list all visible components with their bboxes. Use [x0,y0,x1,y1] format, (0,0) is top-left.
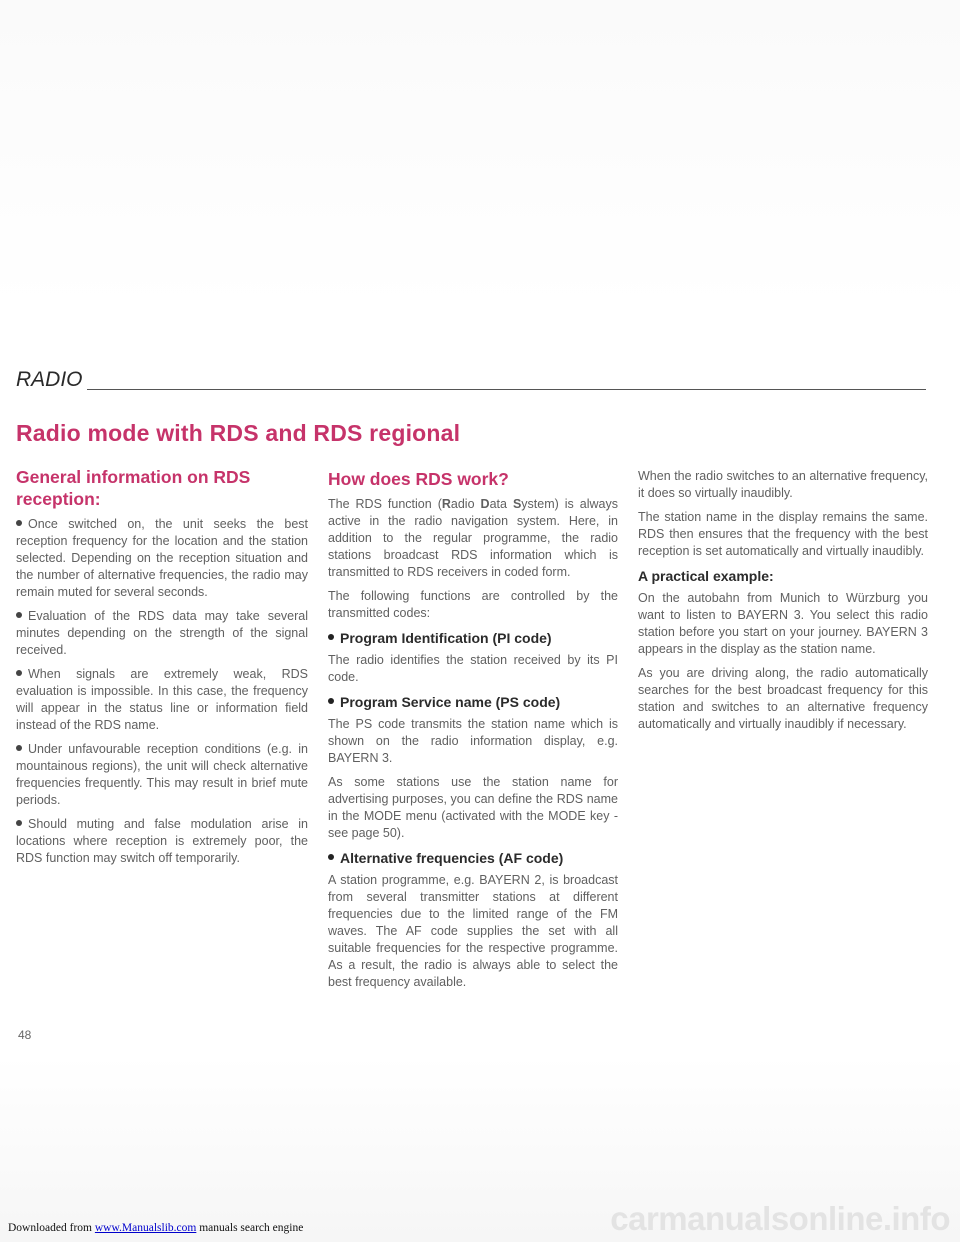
column-1 [16,466,308,874]
col2-pi-heading [328,629,618,647]
col1-bullet-4 [16,741,308,809]
col1-bullet-5-text: Should muting and false modulation arise in locations where reception is extremely poor, the RDS function may switch off temporarily. [16,817,308,865]
bullet-icon [16,520,22,526]
col2-ps-text-2: As some stations use the station name for advertising purposes, you can define the RDS name in the MODE menu (activated with the MODE key - see page 50). [328,775,618,840]
col2-af-heading-text: Alternative frequencies (AF code) [340,850,564,866]
col3-p2: The station name in the display remains the same. RDS then ensures that the frequency with the best reception is set automatically and virtually inaudibly. [638,510,928,558]
col2-intro-d: D [480,497,490,511]
col2-intro-r: R [441,497,451,511]
column-2 [328,468,618,998]
col2-heading: How does RDS work? [328,469,509,489]
col3-heading: A practical example: [638,568,774,584]
bullet-icon [16,745,22,751]
footer-suffix: manuals search engine [199,1222,304,1234]
col1-bullet-2-text: Evaluation of the RDS data may take several minutes depending on the strength of the signal received. [16,609,308,657]
col1-bullet-4-text: Under unfavourable reception conditions (e.g. in mountainous regions), the unit will check alternative frequencies frequently. This may result in brief mute periods. [16,742,308,807]
col2-intro-adio: adio [450,497,481,511]
bullet-icon [328,698,334,704]
bullet-icon [16,612,22,618]
watermark-text: carmanualsonline.info [610,1200,950,1237]
col3-p3: On the autobahn from Munich to Würzburg you want to listen to BAYERN 3. You select this radio station before you start on your journey. BAYERN 3 appears in the display as the station name. [638,591,928,656]
col2-ps-heading-text: Program Service name (PS code) [340,694,561,710]
col1-bullet-1-text: Once switched on, the unit seeks the best reception frequency for the location and the station selected. Depending on the reception situation and the number of alternative frequencies, the radio may remain muted for several seconds. [16,517,308,599]
page-title: Radio mode with RDS and RDS regional [16,420,461,446]
col2-intro-s: S [512,497,522,511]
col2-pi-text: The radio identifies the station received by its PI code. [328,653,618,684]
column-3 [638,468,928,740]
col2-intro-ata: ata [489,497,513,511]
col1-bullet-3 [16,666,308,734]
col2-af-heading [328,849,618,867]
bullet-icon [328,634,334,640]
download-footer [8,1222,303,1234]
col2-pi-heading-text: Program Identification (PI code) [340,630,552,646]
footer-prefix: Downloaded from [8,1222,92,1234]
section-rule [56,389,926,390]
col2-af-text: A station programme, e.g. BAYERN 2, is broadcast from several transmitter stations at different frequencies due to the limited range of the FM waves. The AF code supplies the set with all suitable frequencies for the respective programme. As a result, the radio is always able to select the best frequency available. [328,873,618,989]
manualslib-link[interactable]: www.Manualslib.com [94,1222,197,1234]
col2-intro-after: ystem) is always active in the radio navigation system. Here, in addition to the regular programme, the radio stations broadcast RDS information which is transmitted to RDS receivers in coded form. [328,497,619,579]
col2-intro-before: The RDS function ( [328,497,442,511]
col1-bullet-5 [16,816,308,867]
bullet-icon [16,670,22,676]
col3-p4: As you are driving along, the radio automatically searches for the best broadcast frequency for this station and switches to an alternative frequency automatically and virtually inaudibly if necessary. [638,666,928,731]
bullet-icon [16,820,22,826]
bullet-icon [328,854,334,860]
col3-p1: When the radio switches to an alternative frequency, it does so virtually inaudibly. [638,469,928,500]
col1-bullet-1 [16,516,308,601]
col2-ps-text-1: The PS code transmits the station name which is shown on the radio information display, e.g. BAYERN 3. [328,717,618,765]
col2-intro [328,496,618,581]
col1-heading: General information on RDS reception: [16,467,251,509]
section-title: RADIO [16,368,87,392]
col1-bullet-2 [16,608,308,659]
section-header [16,360,926,400]
col1-bullet-3-text: When signals are extremely weak, RDS evaluation is impossible. In this case, the frequency will appear in the status line or information field instead of the RDS name. [16,667,308,732]
col2-p2: The following functions are controlled by the transmitted codes: [328,589,618,620]
col2-ps-heading [328,693,618,711]
page-number: 48 [18,1028,32,1042]
